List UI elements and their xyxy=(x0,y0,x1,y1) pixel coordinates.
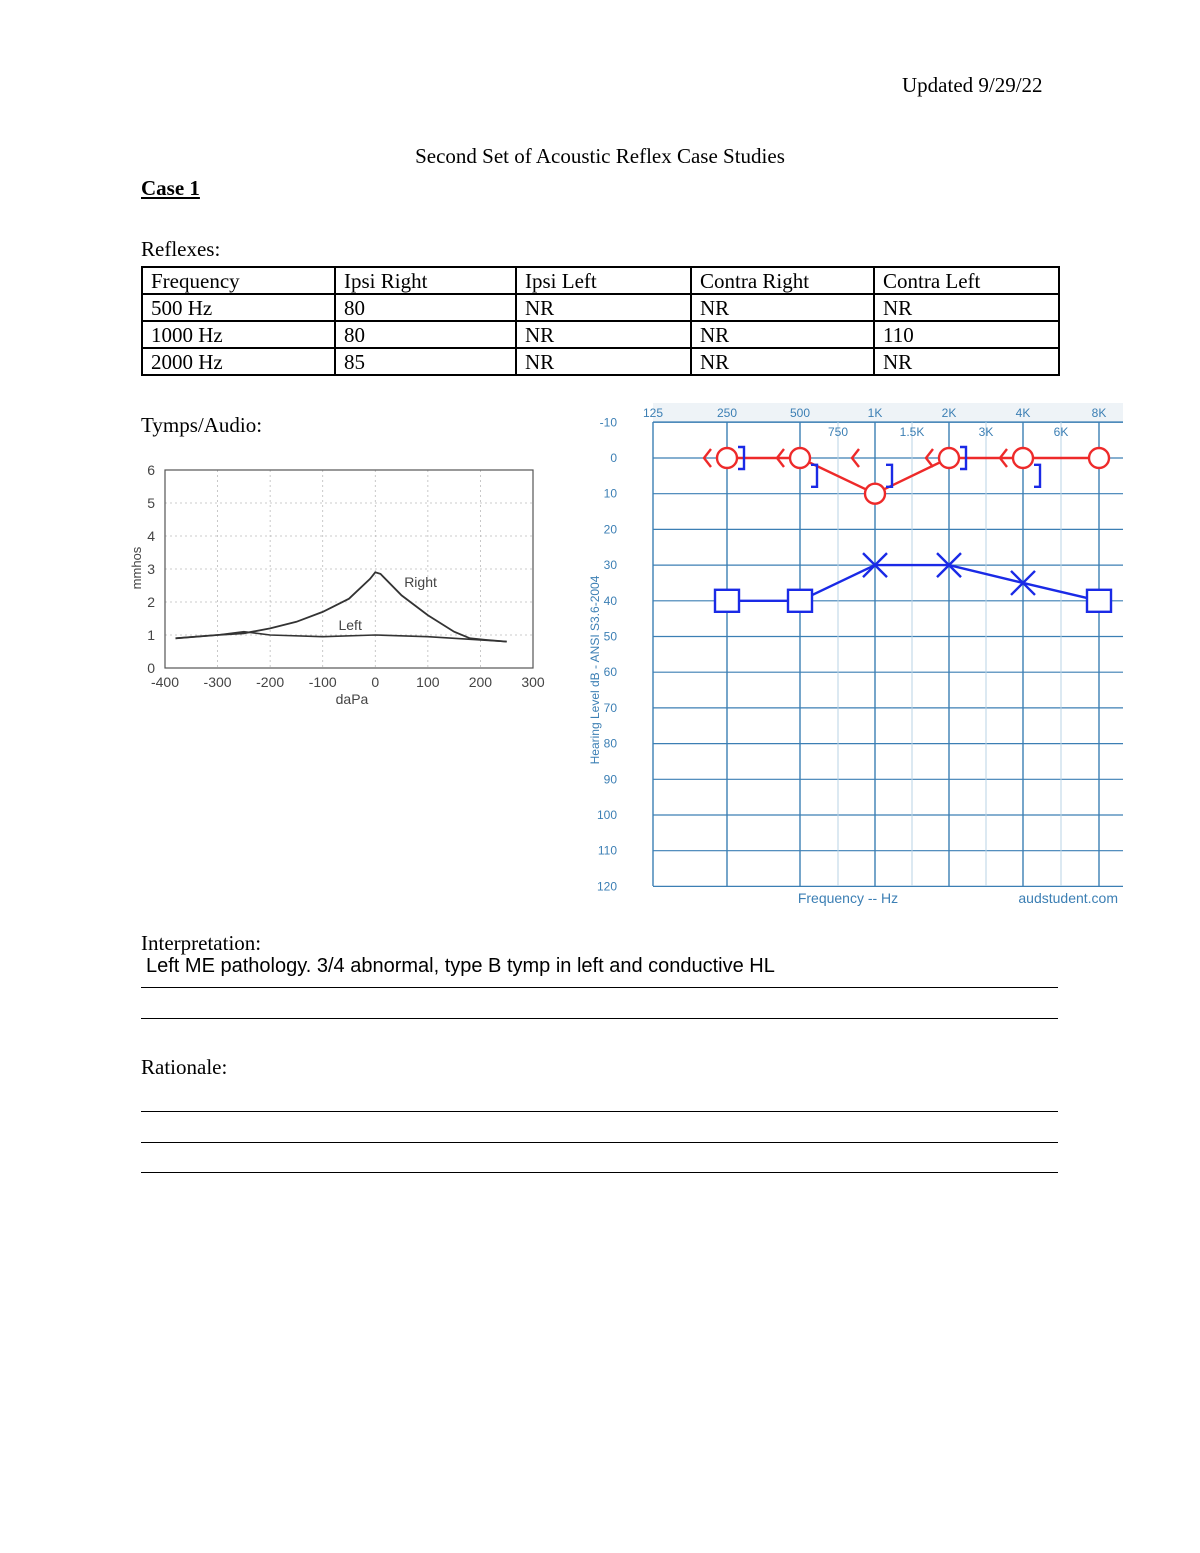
interpretation-answer: Left ME pathology. 3/4 abnormal, type B tymp in left and conductive HL xyxy=(146,955,775,977)
audiogram-db-tick-label: 50 xyxy=(603,629,617,644)
tymps-audio-label: Tymps/Audio: xyxy=(141,413,263,437)
reflex-table xyxy=(141,266,1060,376)
col-header-frequency: Frequency xyxy=(142,267,335,294)
audiogram-db-tick-label: 70 xyxy=(603,700,617,715)
audiogram-octave-label: 2K xyxy=(941,406,957,420)
audiogram-x-axis-label: Frequency -- Hz xyxy=(797,890,899,906)
left-masked-bone-bracket-mark xyxy=(1034,465,1040,487)
cell-contra-right: NR xyxy=(691,348,874,375)
audiogram-db-tick-label: 100 xyxy=(596,808,617,822)
left-masked-square-mark xyxy=(715,590,739,612)
cell-ipsi-right: 80 xyxy=(335,294,516,321)
tympanogram-x-tick-label: 0 xyxy=(371,674,380,690)
audiogram-octave-label: 500 xyxy=(789,406,811,420)
right-air-conduction-o-mark xyxy=(717,448,737,468)
rationale-label: Rationale: xyxy=(141,1055,228,1079)
tympanogram-x-tick-label: -200 xyxy=(256,674,285,690)
cell-ipsi-left: NR xyxy=(516,321,691,348)
rationale-line xyxy=(141,1142,1058,1143)
interpretation-label: Interpretation: xyxy=(141,931,262,955)
tympanogram-y-axis-label: mmhos xyxy=(129,546,144,590)
right-ear-line xyxy=(727,458,1099,494)
right-air-conduction-o-mark xyxy=(1013,448,1033,468)
answer-line xyxy=(141,1018,1058,1019)
table-row xyxy=(142,294,1059,321)
audiogram-db-tick-label: -10 xyxy=(599,415,617,430)
cell-ipsi-right: 85 xyxy=(335,348,516,375)
answer-line xyxy=(141,987,1058,988)
audiogram-grid xyxy=(653,403,1123,886)
table-row xyxy=(142,321,1059,348)
tympanogram-x-tick-label: -300 xyxy=(203,674,232,690)
audiogram-octave-label: 1K xyxy=(867,406,883,420)
tympanogram-legend-right: Right xyxy=(404,574,437,591)
audiogram-octave-label: 125 xyxy=(642,406,664,420)
right-air-conduction-o-mark xyxy=(865,484,885,504)
cell-ipsi-left: NR xyxy=(516,348,691,375)
tympanogram-y-tick-label: 2 xyxy=(147,594,155,610)
col-header-ipsi-right: Ipsi Right xyxy=(335,267,516,294)
cell-contra-right: NR xyxy=(691,321,874,348)
cell-contra-left: NR xyxy=(874,294,1059,321)
right-air-conduction-o-mark xyxy=(939,448,959,468)
audiogram-credit: audstudent.com xyxy=(1018,890,1118,906)
tympanogram-y-tick-label: 6 xyxy=(147,462,155,478)
table-row xyxy=(142,348,1059,375)
cell-contra-left: NR xyxy=(874,348,1059,375)
reflexes-label: Reflexes: xyxy=(141,237,221,261)
tympanogram-y-ticks xyxy=(147,462,155,676)
audiogram-db-tick-label: 0 xyxy=(610,451,617,465)
cell-ipsi-right: 80 xyxy=(335,321,516,348)
rationale-line xyxy=(141,1111,1058,1112)
cell-contra-right: NR xyxy=(691,294,874,321)
document-title: Second Set of Acoustic Reflex Case Studies xyxy=(415,144,785,168)
tympanogram-y-tick-label: 3 xyxy=(147,561,155,577)
tympanogram-x-tick-label: 100 xyxy=(416,674,440,690)
audiogram-db-tick-label: 60 xyxy=(603,665,617,680)
audiogram-db-tick-label: 110 xyxy=(597,843,617,858)
cell-frequency: 500 Hz xyxy=(142,294,335,321)
tympanogram-chart xyxy=(125,450,555,715)
tympanogram-y-tick-label: 1 xyxy=(147,627,155,643)
audiogram-chart xyxy=(583,400,1133,915)
audiogram-db-tick-label: 10 xyxy=(603,486,617,501)
left-ear-line xyxy=(727,565,1099,601)
audiogram-interoctave-label: 750 xyxy=(827,425,849,439)
right-air-conduction-o-mark xyxy=(790,448,810,468)
audiogram-octave-label: 4K xyxy=(1015,406,1031,420)
audiogram-octave-label: 250 xyxy=(716,406,738,420)
tympanogram-x-axis-label: daPa xyxy=(335,691,369,707)
audiogram-db-tick-label: 30 xyxy=(603,558,617,573)
audiogram-interoctave-label: 3K xyxy=(978,425,994,439)
audiogram-db-tick-label: 90 xyxy=(603,772,617,787)
left-masked-bone-bracket-mark xyxy=(811,465,817,487)
col-header-contra-right: Contra Right xyxy=(691,267,874,294)
right-air-conduction-o-mark xyxy=(1089,448,1109,468)
col-header-ipsi-left: Ipsi Left xyxy=(516,267,691,294)
tympanogram-y-tick-label: 4 xyxy=(147,528,155,544)
audiogram-y-axis-label: Hearing Level dB - ANSI S3.6-2004 xyxy=(588,575,602,765)
case-heading: Case 1 xyxy=(141,176,200,200)
audiogram-interoctave-label: 6K xyxy=(1053,425,1069,439)
tympanogram-x-tick-label: 300 xyxy=(521,674,545,690)
audiogram-db-tick-label: 40 xyxy=(603,593,617,608)
tympanogram-x-ticks xyxy=(151,674,545,690)
rationale-line xyxy=(141,1172,1058,1173)
left-masked-bone-bracket-mark xyxy=(886,465,892,487)
tympanogram-x-tick-label: 200 xyxy=(468,674,493,690)
tympanogram-legend-left: Left xyxy=(338,617,362,634)
audiogram-db-tick-label: 20 xyxy=(603,522,617,537)
cell-contra-left: 110 xyxy=(874,321,1059,348)
left-masked-square-mark xyxy=(1087,590,1111,612)
audiogram-octave-label: 8K xyxy=(1091,406,1107,420)
tympanogram-x-tick-label: -400 xyxy=(150,674,180,690)
cell-frequency: 2000 Hz xyxy=(142,348,335,375)
tympanogram-y-tick-label: 5 xyxy=(147,495,155,511)
updated-date: Updated 9/29/22 xyxy=(902,73,1043,97)
audiogram-interoctave-label: 1.5K xyxy=(899,425,925,439)
audiogram-db-tick-label: 120 xyxy=(596,879,617,894)
cell-frequency: 1000 Hz xyxy=(142,321,335,348)
table-header-row xyxy=(142,267,1059,294)
tympanogram-x-tick-label: -100 xyxy=(308,674,337,690)
tympanogram-y-tick-label: 0 xyxy=(147,660,155,676)
left-masked-square-mark xyxy=(788,590,812,612)
col-header-contra-left: Contra Left xyxy=(874,267,1059,294)
cell-ipsi-left: NR xyxy=(516,294,691,321)
audiogram-db-tick-label: 80 xyxy=(603,736,617,751)
